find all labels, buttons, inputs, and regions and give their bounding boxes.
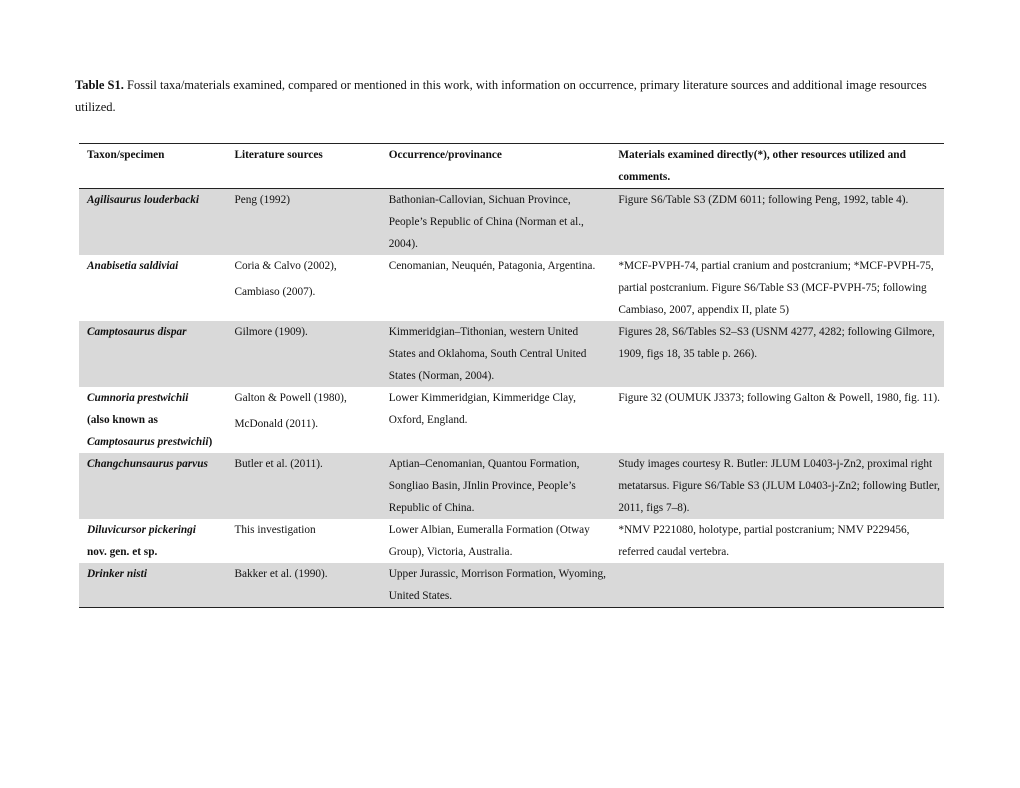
materials-cell (610, 563, 944, 608)
table-row (79, 321, 944, 387)
literature-cell: Gilmore (1909). (226, 321, 380, 387)
occurrence-cell (381, 453, 611, 519)
taxon-note (87, 409, 222, 453)
header-materials: Materials examined directly(*), other resources utilized and comments. (618, 149, 906, 183)
taxa-table (79, 143, 944, 608)
occurrence-cell: Lower Albian, Eumeralla Formation (Otway Group), Victoria, Australia. (388, 524, 590, 558)
literature-cell: Bakker et al. (1990). (226, 563, 380, 608)
literature-cell (226, 255, 380, 321)
literature-cell (226, 387, 380, 453)
table-header-row (79, 144, 944, 189)
taxon-cell (79, 387, 226, 453)
taxon-synonym: Camptosaurus prestwichii (87, 436, 209, 448)
table-row (79, 387, 944, 453)
occurrence-line: Songliao Basin, JInlin Province, People’s Republic of China. (388, 480, 576, 514)
header-occurrence: Occurrence/provinance (388, 149, 502, 161)
table-row (79, 519, 944, 563)
literature-cell: Peng (1992) (226, 189, 380, 256)
materials-cell: *NMV P221080, holotype, partial postcranium; NMV P229456, referred caudal vertebra. (618, 524, 910, 558)
literature-cell: This investigation (234, 524, 316, 536)
taxon-cell (79, 519, 226, 563)
occurrence-line: Aptian–Cenomanian, Quantou Formation, (388, 458, 580, 470)
taxon-note-prefix: (also known as (87, 414, 158, 426)
occurrence-cell: Kimmeridgian–Tithonian, western United States and Oklahoma, South Central United States (Norman, 2004). (381, 321, 611, 387)
table-caption (75, 74, 955, 118)
materials-cell: *MCF-PVPH-74, partial cranium and postcranium; *MCF-PVPH-75, partial postcranium. Figure S6/Table S3 (MCF-PVPH-75; following Cambiaso, 2007, appendix II, plate 5) (618, 260, 934, 316)
taxon-cell: Drinker nisti (79, 563, 226, 608)
materials-cell: Figure S6/Table S3 (ZDM 6011; following Peng, 1992, table 4). (610, 189, 944, 256)
occurrence-cell: Upper Jurassic, Morrison Formation, Wyoming, United States. (381, 563, 611, 608)
literature-line: Coria & Calvo (2002), (234, 260, 337, 272)
taxon-cell: Agilisaurus louderbacki (79, 189, 226, 256)
taxon-cell: Camptosaurus dispar (79, 321, 226, 387)
header-literature: Literature sources (234, 149, 323, 161)
taxon-cell: Changchunsaurus parvus (79, 453, 226, 519)
taxon-name: Diluvicursor pickeringi (87, 524, 196, 536)
literature-line: McDonald (2011). (234, 418, 319, 430)
occurrence-cell: Cenomanian, Neuquén, Patagonia, Argentina. (388, 260, 596, 272)
table-row (79, 189, 944, 256)
caption-label: Table S1. (75, 78, 124, 92)
materials-cell: Figures 28, S6/Tables S2–S3 (USNM 4277, 4282; following Gilmore, 1909, figs 18, 35 table p. 266). (610, 321, 944, 387)
literature-cell: Butler et al. (2011). (226, 453, 380, 519)
occurrence-cell: Bathonian-Callovian, Sichuan Province, People’s Republic of China (Norman et al., 2004). (381, 189, 611, 256)
taxon-cell: Anabisetia saldiviai (87, 260, 179, 272)
materials-cell: Study images courtesy R. Butler: JLUM L0403-j-Zn2, proximal right metatarsus. Figure S6/Table S3 (JLUM L0403-j-Zn2; following Butler, 2011, figs 7–8). (610, 453, 944, 519)
taxon-name: Cumnoria prestwichii (87, 392, 189, 404)
materials-cell: Figure 32 (OUMUK J3373; following Galton & Powell, 1980, fig. 11). (618, 392, 940, 404)
header-taxon: Taxon/specimen (87, 149, 165, 161)
table-row (79, 563, 944, 608)
table-row (79, 255, 944, 321)
occurrence-cell: Lower Kimmeridgian, Kimmeridge Clay, Oxford, England. (388, 392, 576, 426)
literature-line: Cambiaso (2007). (234, 286, 316, 298)
caption-text: Fossil taxa/materials examined, compared or mentioned in this work, with information on occurrence, primary literature sources and additional image resources utilized. (75, 78, 927, 114)
literature-line: Galton & Powell (1980), (234, 392, 347, 404)
table-row (79, 453, 944, 519)
taxon-note: nov. gen. et sp. (87, 546, 158, 558)
taxon-note-suffix: ) (208, 436, 213, 448)
